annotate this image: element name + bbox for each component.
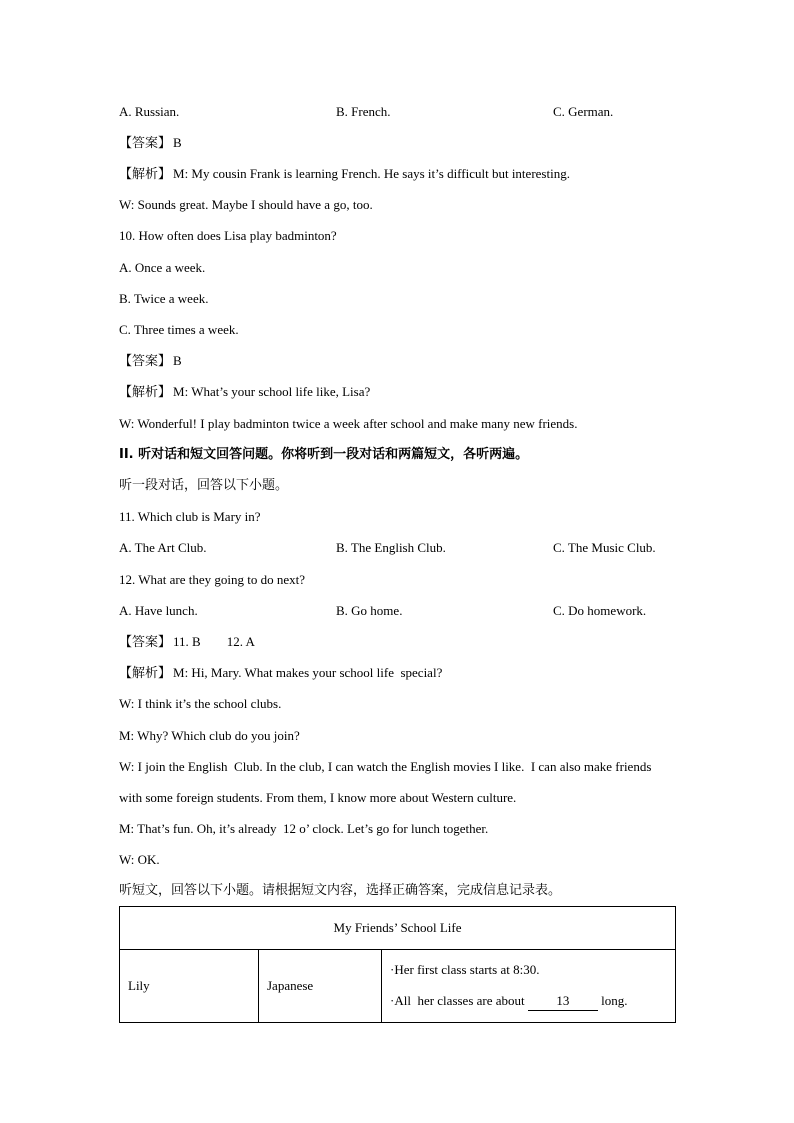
dialog-line: W: I think it’s the school clubs.: [119, 696, 282, 711]
answer-value: B: [173, 353, 182, 368]
note-line-blank: [390, 992, 667, 1011]
analysis-line: M: What’s your school life like, Lisa?: [173, 384, 371, 399]
table-row: [120, 950, 676, 1023]
q10-option-c: C. Three times a week.: [119, 322, 239, 337]
note-text: ·All her classes are about: [390, 993, 528, 1008]
answer-tag: 【答案】: [119, 136, 172, 151]
q9-answer: [119, 134, 182, 153]
q11-option-c: C. The Music Club.: [553, 540, 656, 555]
q10-answer: [119, 352, 182, 371]
q10-question: 10. How often does Lisa play badminton?: [119, 228, 337, 243]
q9-analysis-line2: W: Sounds great. Maybe I should have a go, too.: [119, 197, 373, 212]
q9-option-a: A. Russian.: [119, 104, 180, 119]
table-title: My Friends’ School Life: [120, 907, 676, 950]
dialog-line: W: I join the English Club. In the club, I can watch the English movies I like. I can also make friends: [119, 759, 652, 774]
passage-intro: 听短文，回答以下小题。请根据短文内容，选择正确答案，完成信息记录表。: [119, 883, 562, 898]
dialog-line: with some foreign students. From them, I know more about Western culture.: [119, 790, 517, 805]
cell-notes: [382, 950, 676, 1023]
q11-12-analysis: [119, 664, 442, 683]
answer-tag: 【答案】: [119, 635, 172, 650]
dialog-line: M: Why? Which club do you join?: [119, 728, 300, 743]
answer-value: B: [173, 135, 182, 150]
dialog-line: M: That’s fun. Oh, it’s already 12 o’ clock. Let’s go for lunch together.: [119, 821, 489, 836]
analysis-line: M: My cousin Frank is learning French. He says it’s difficult but interesting.: [173, 166, 570, 181]
q11-option-b: B. The English Club.: [336, 540, 446, 555]
cell-subject: Japanese: [259, 950, 382, 1023]
note-line: ·Her first class starts at 8:30.: [390, 962, 540, 977]
q10-analysis-line2: W: Wonderful! I play badminton twice a week after school and make many new friends.: [119, 416, 578, 431]
cell-name: Lily: [120, 950, 259, 1023]
q9-option-b: B. French.: [336, 104, 391, 119]
q12-option-b: B. Go home.: [336, 603, 403, 618]
q10-option-a: A. Once a week.: [119, 260, 206, 275]
note-text: long.: [597, 993, 628, 1008]
q10-analysis: [119, 383, 370, 402]
analysis-line: M: Hi, Mary. What makes your school life special?: [173, 665, 443, 680]
q9-option-c: C. German.: [553, 104, 614, 119]
analysis-tag: 【解析】: [119, 167, 172, 182]
q11-question: 11. Which club is Mary in?: [119, 509, 261, 524]
dialog-line: W: OK.: [119, 852, 160, 867]
q9-analysis: [119, 165, 570, 184]
section-heading: II. 听对话和短文回答问题。你将听到一段对话和两篇短文，各听两遍。: [119, 447, 529, 462]
q12-option-a: A. Have lunch.: [119, 603, 198, 618]
analysis-tag: 【解析】: [119, 666, 172, 681]
record-table: [119, 906, 676, 1023]
q11-option-a: A. The Art Club.: [119, 540, 207, 555]
analysis-tag: 【解析】: [119, 385, 172, 400]
table-title-row: [120, 907, 676, 950]
q10-option-b: B. Twice a week.: [119, 291, 209, 306]
fill-in-blank[interactable]: 13: [528, 992, 598, 1011]
q11-12-answer: [119, 633, 255, 652]
answer-value: 11. B 12. A: [173, 634, 255, 649]
q12-question: 12. What are they going to do next?: [119, 572, 306, 587]
dialog-intro: 听一段对话，回答以下小题。: [119, 478, 289, 493]
answer-tag: 【答案】: [119, 354, 172, 369]
q12-option-c: C. Do homework.: [553, 603, 647, 618]
